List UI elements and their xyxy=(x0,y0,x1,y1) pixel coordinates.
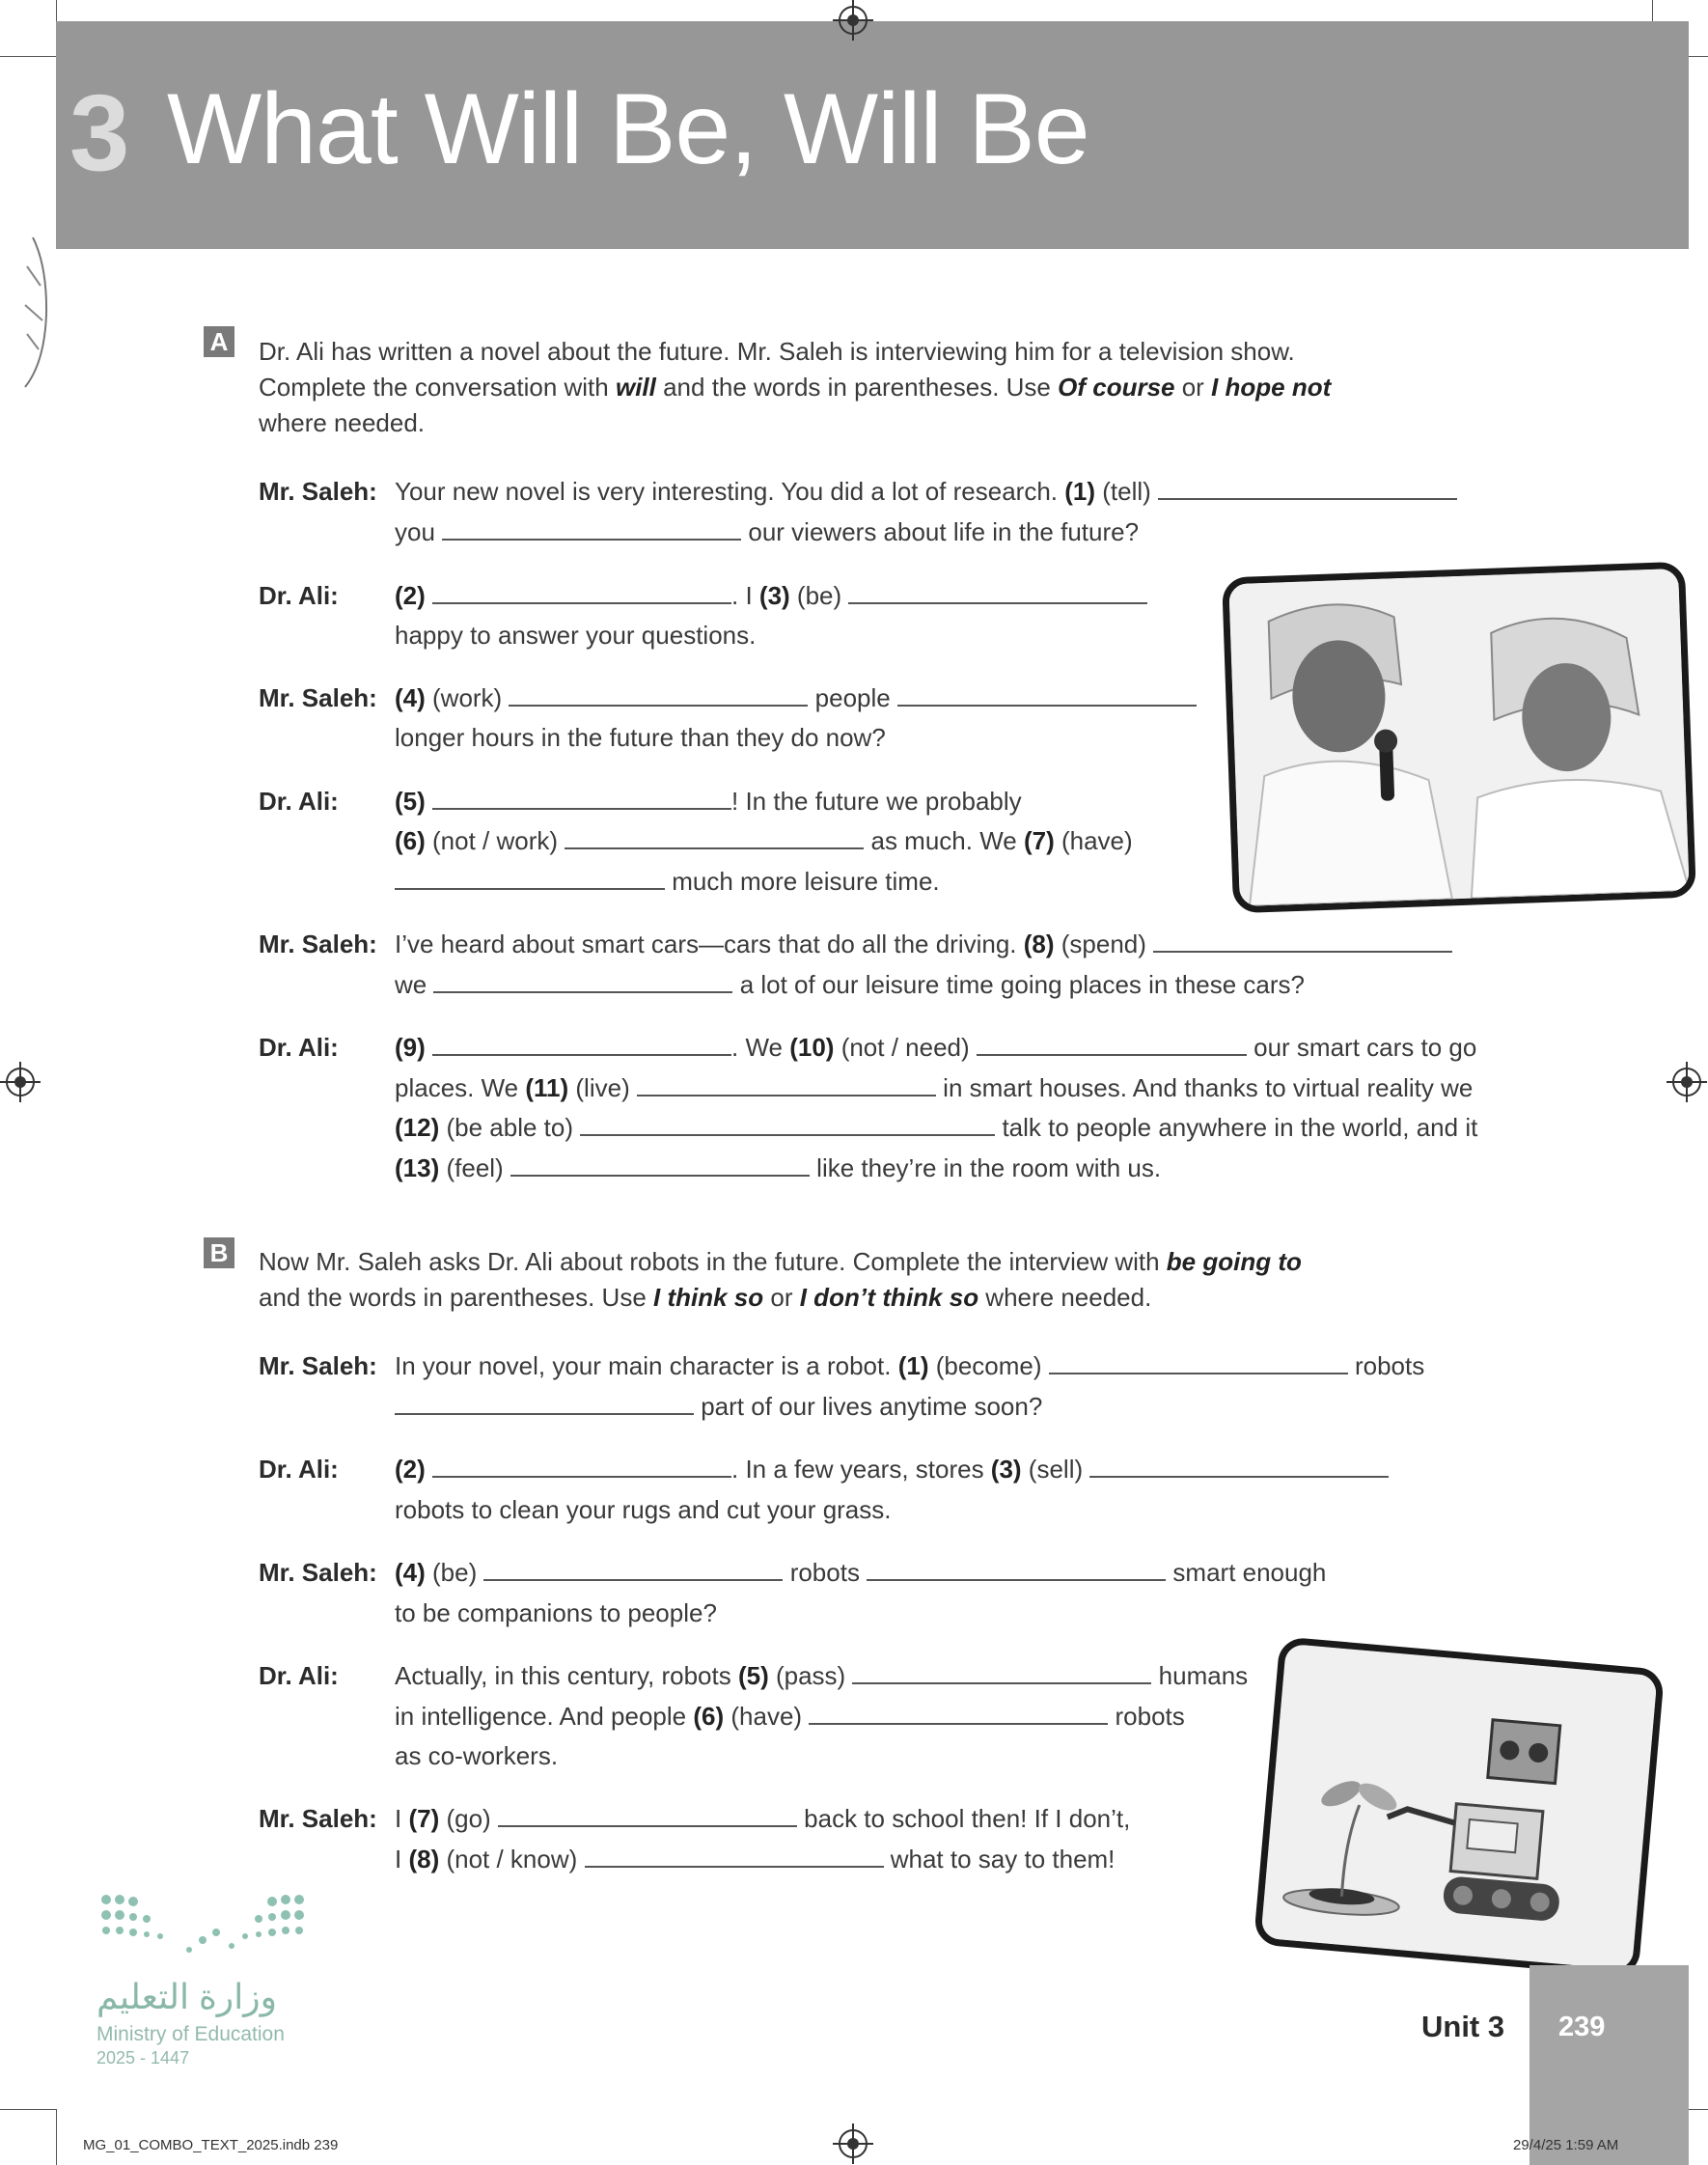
interview-illustration xyxy=(1228,569,1689,906)
ministry-name-english: Ministry of Education xyxy=(96,2023,285,2045)
speaker-label: Mr. Saleh: xyxy=(259,477,377,506)
answer-blank[interactable] xyxy=(1089,1455,1389,1478)
answer-blank[interactable] xyxy=(432,787,731,810)
section-a-badge: A xyxy=(204,326,234,357)
crop-mark xyxy=(0,56,56,57)
print-slug-date: 29/4/25 1:59 AM xyxy=(1513,2137,1619,2153)
margin-sketch-icon xyxy=(14,228,52,392)
answer-blank[interactable] xyxy=(509,683,808,707)
answer-blank[interactable] xyxy=(395,1392,694,1415)
answer-blank[interactable] xyxy=(1049,1351,1348,1374)
ministry-logo-icon xyxy=(96,1890,309,1967)
registration-mark-icon xyxy=(1672,1068,1701,1096)
answer-blank[interactable] xyxy=(809,1702,1108,1725)
answer-blank[interactable] xyxy=(897,683,1197,707)
section-b-instructions: Now Mr. Saleh asks Dr. Ali about robots in the future. Complete the interview with be going to and the words in parentheses. Use I think so or I don’t think so where needed. xyxy=(259,1247,1302,1312)
answer-blank[interactable] xyxy=(395,867,665,890)
speaker-label: Dr. Ali: xyxy=(259,1455,339,1484)
speaker-label: Mr. Saleh: xyxy=(259,930,377,958)
answer-blank[interactable] xyxy=(498,1804,797,1827)
answer-blank[interactable] xyxy=(848,581,1147,604)
footer-unit-label: Unit 3 xyxy=(1421,2010,1505,2043)
ministry-year: 2025 - 1447 xyxy=(96,2048,190,2068)
answer-blank[interactable] xyxy=(867,1558,1166,1581)
answer-blank[interactable] xyxy=(1153,930,1452,953)
robot-photo xyxy=(1253,1636,1665,1978)
robot-illustration xyxy=(1260,1644,1657,1970)
interview-photo xyxy=(1222,562,1696,914)
speaker-label: Mr. Saleh: xyxy=(259,1558,377,1587)
unit-number: 3 xyxy=(69,72,130,193)
answer-blank[interactable] xyxy=(637,1073,936,1096)
answer-blank[interactable] xyxy=(852,1661,1151,1684)
section-a-instructions: Dr. Ali has written a novel about the future. Mr. Saleh is interviewing him for a television show. Complete the conversation with will and the words in parentheses. Use Of course or I hope not where needed. xyxy=(259,337,1332,437)
page-title: What Will Be, Will Be xyxy=(167,73,1089,185)
speaker-label: Dr. Ali: xyxy=(259,1033,339,1062)
answer-blank[interactable] xyxy=(432,581,731,604)
speaker-label: Dr. Ali: xyxy=(259,787,339,816)
page-number-tab xyxy=(1529,1965,1689,2165)
speaker-label: Mr. Saleh: xyxy=(259,683,377,712)
answer-blank[interactable] xyxy=(977,1033,1247,1056)
registration-mark-icon xyxy=(839,2129,868,2158)
speaker-label: Dr. Ali: xyxy=(259,1661,339,1690)
answer-blank[interactable] xyxy=(432,1455,731,1478)
ministry-name-arabic: وزارة التعليم xyxy=(96,1977,277,2016)
answer-blank[interactable] xyxy=(432,1033,731,1056)
crop-mark xyxy=(0,2109,56,2110)
answer-blank[interactable] xyxy=(1158,477,1457,500)
section-b-badge: B xyxy=(204,1237,234,1268)
page-number: 239 xyxy=(1558,2012,1606,2042)
answer-blank[interactable] xyxy=(585,1845,884,1868)
answer-blank[interactable] xyxy=(483,1558,783,1581)
registration-mark-icon xyxy=(839,6,868,35)
answer-blank[interactable] xyxy=(433,970,732,993)
answer-blank[interactable] xyxy=(442,517,741,541)
crop-mark xyxy=(56,2109,57,2165)
speaker-label: Mr. Saleh: xyxy=(259,1804,377,1833)
answer-blank[interactable] xyxy=(510,1153,810,1177)
speaker-label: Dr. Ali: xyxy=(259,581,339,610)
answer-blank[interactable] xyxy=(580,1113,995,1136)
answer-blank[interactable] xyxy=(565,826,864,849)
speaker-label: Mr. Saleh: xyxy=(259,1351,377,1380)
print-slug-file: MG_01_COMBO_TEXT_2025.indb 239 xyxy=(83,2137,339,2153)
registration-mark-icon xyxy=(6,1068,35,1096)
